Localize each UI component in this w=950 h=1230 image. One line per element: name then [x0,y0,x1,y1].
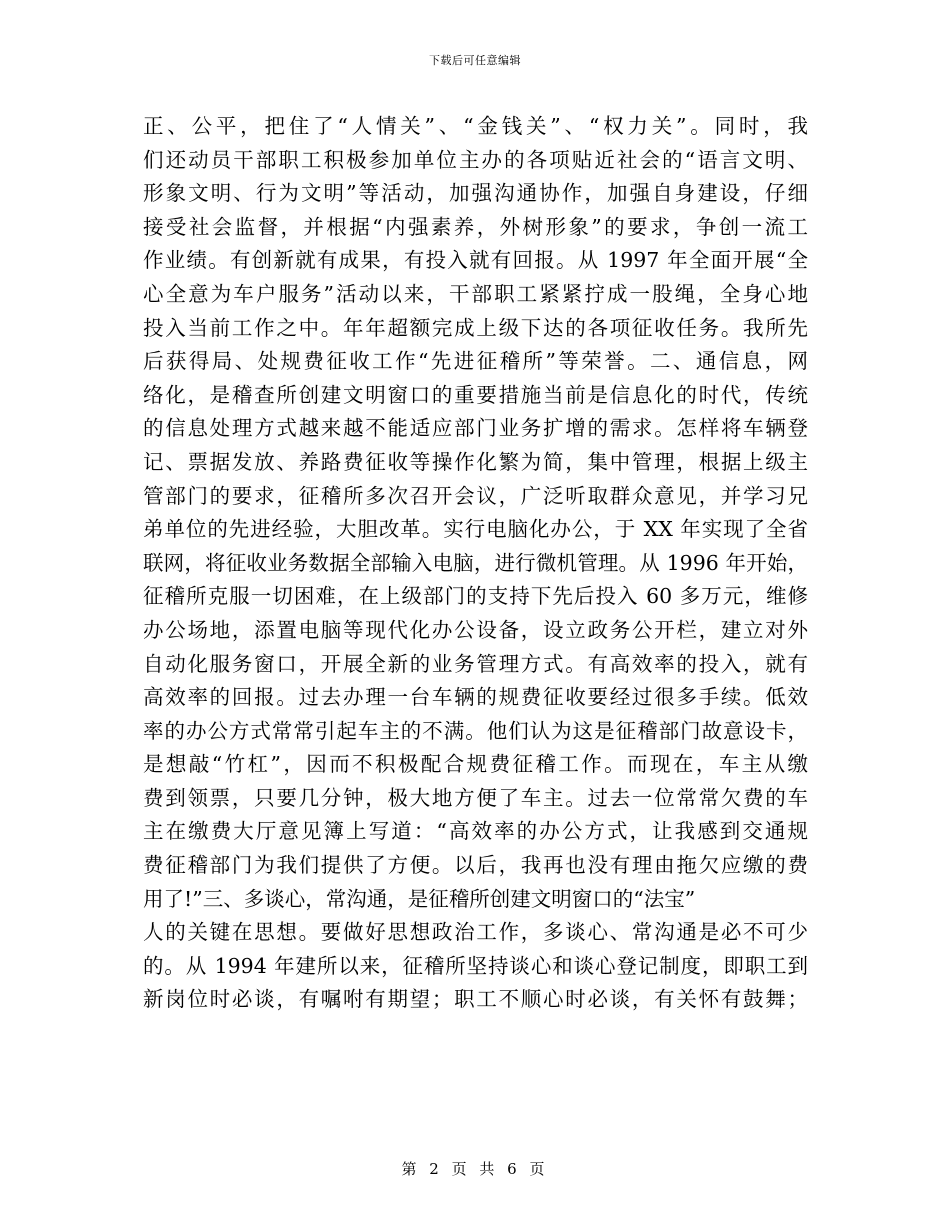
text-line: 心全意为车户服务”活动以来，干部职工紧紧拧成一股绳，全身心地 [143,281,808,306]
text-line: 正、公平，把住了“人情关”、“金钱关”、“权力关”。同时，我 [143,114,808,138]
text-line: 记、票据发放、养路费征收等操作化繁为简，集中管理，根据上级主 [143,449,808,474]
text-line: 人的关键在思想。要做好思想政治工作，多谈心、常沟通是必不可少 [143,920,808,945]
text-line: 形象文明、行为文明”等活动，加强沟通协作，加强自身建设，仔细 [143,181,808,206]
text-line: 投入当前工作之中。年年超额完成上级下达的各项征收任务。我所先 [143,315,808,340]
text-line: 接受社会监督，并根据“内强素养，外树形象”的要求，争创一流工 [143,214,808,239]
text-line: 们还动员干部职工积极参加单位主办的各项贴近社会的“语言文明、 [143,147,808,172]
text-line: 费到领票，只要几分钟，极大地方便了车主。过去一位常常欠费的车 [143,785,808,810]
text-line: 弟单位的先进经验，大胆改革。实行电脑化办公，于 XX 年实现了全省 [143,517,808,542]
text-line: 办公场地，添置电脑等现代化办公设备，设立政务公开栏，建立对外 [143,617,808,642]
text-line: 用了!”三、多谈心，常沟通，是征稽所创建文明窗口的“法宝” [143,886,696,911]
text-line: 的。从 1994 年建所以来，征稽所坚持谈心和谈心登记制度，即职工到 [143,953,808,978]
text-line: 后获得局、处规费征收工作“先进征稽所”等荣誉。二、通信息，网 [143,349,808,374]
text-line: 作业绩。有创新就有成果，有投入就有回报。从 1997 年全面开展“全 [143,248,808,273]
text-line: 联网，将征收业务数据全部输入电脑，进行微机管理。从 1996 年开始， [143,550,808,575]
text-line: 费征稽部门为我们提供了方便。以后，我再也没有理由拖欠应缴的费 [143,853,808,878]
text-line: 是想敲“竹杠”，因而不积极配合规费征稽工作。而现在，车主从缴 [143,752,808,777]
text-line: 的信息处理方式越来越不能适应部门业务扩增的需求。怎样将车辆登 [143,416,808,441]
page-number-footer: 第 2 页 共 6 页 [401,1160,549,1178]
text-line: 自动化服务窗口，开展全新的业务管理方式。有高效率的投入，就有 [143,651,808,676]
text-line: 率的办公方式常常引起车主的不满。他们认为这是征稽部门故意设卡， [143,718,808,743]
page-header: 下载后可任意编辑 [429,54,521,67]
text-line: 新岗位时必谈，有嘱咐有期望；职工不顺心时必谈，有关怀有鼓舞； [143,987,808,1012]
text-line: 高效率的回报。过去办理一台车辆的规费征收要经过很多手续。低效 [143,685,808,710]
text-line: 络化，是稽查所创建文明窗口的重要措施当前是信息化的时代，传统 [143,382,808,407]
body-text [143,110,808,1017]
text-line: 管部门的要求，征稽所多次召开会议，广泛听取群众意见，并学习兄 [143,483,808,508]
text-line: 主在缴费大厅意见簿上写道：“高效率的办公方式，让我感到交通规 [143,819,808,844]
text-line: 征稽所克服一切困难，在上级部门的支持下先后投入 60 多万元，维修 [143,584,808,609]
